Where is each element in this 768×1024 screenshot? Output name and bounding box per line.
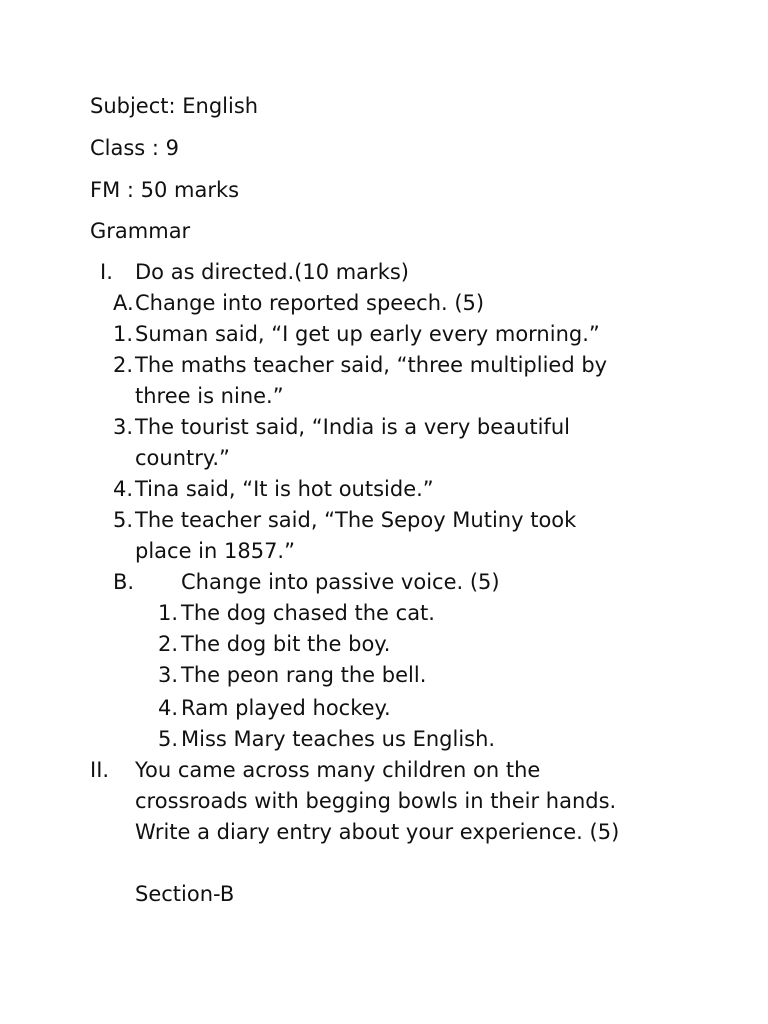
part-b-item-1-text: The dog chased the cat. — [181, 601, 435, 625]
section-1-title: Do as directed.(10 marks) — [135, 260, 409, 284]
section-2-text-line-1: You came across many children on the — [135, 758, 541, 782]
part-b-item-4-marker: 4. — [158, 696, 179, 720]
part-b-item-4-text: Ram played hockey. — [181, 696, 391, 720]
part-a-item-3-marker: 3. — [113, 415, 134, 439]
part-b-item-5-text: Miss Mary teaches us English. — [181, 727, 496, 751]
part-a-item-4-marker: 4. — [113, 477, 134, 501]
part-a-title: Change into reported speech. (5) — [135, 291, 485, 315]
full-marks-line: FM : 50 marks — [90, 178, 240, 202]
part-b-item-1-marker: 1. — [158, 601, 179, 625]
part-a-item-5-text-line-2: place in 1857.” — [135, 539, 295, 563]
subject-line: Subject: English — [90, 94, 259, 118]
part-b-item-2-text: The dog bit the boy. — [181, 632, 391, 656]
part-b-title: Change into passive voice. (5) — [181, 570, 500, 594]
part-a-item-2-text-line-2: three is nine.” — [135, 384, 284, 408]
part-a-marker: A. — [113, 291, 134, 315]
grammar-heading: Grammar — [90, 219, 191, 243]
part-a-item-2-marker: 2. — [113, 353, 134, 377]
part-b-item-2-marker: 2. — [158, 632, 179, 656]
part-a-item-3-text-line-2: country.” — [135, 446, 230, 470]
part-b-item-3-marker: 3. — [158, 663, 179, 687]
section-2-text-line-3: Write a diary entry about your experience. (5) — [135, 820, 620, 844]
section-1-marker: I. — [100, 260, 113, 284]
section-2-marker: II. — [90, 758, 110, 782]
part-b-item-5-marker: 5. — [158, 727, 179, 751]
part-a-item-5-marker: 5. — [113, 508, 134, 532]
part-a-item-4-text: Tina said, “It is hot outside.” — [135, 477, 434, 501]
class-line: Class : 9 — [90, 136, 180, 160]
part-b-item-3-text: The peon rang the bell. — [181, 663, 427, 687]
part-a-item-5-text-line-1: The teacher said, “The Sepoy Mutiny took — [135, 508, 577, 532]
section-b-heading: Section-B — [135, 882, 235, 906]
part-a-item-3-text-line-1: The tourist said, “India is a very beautiful — [135, 415, 570, 439]
part-a-item-1-marker: 1. — [113, 322, 134, 346]
part-a-item-1-text: Suman said, “I get up early every morning.” — [135, 322, 600, 346]
part-b-marker: B. — [113, 570, 135, 594]
part-a-item-2-text-line-1: The maths teacher said, “three multiplied by — [135, 353, 608, 377]
section-2-text-line-2: crossroads with begging bowls in their hands. — [135, 789, 617, 813]
